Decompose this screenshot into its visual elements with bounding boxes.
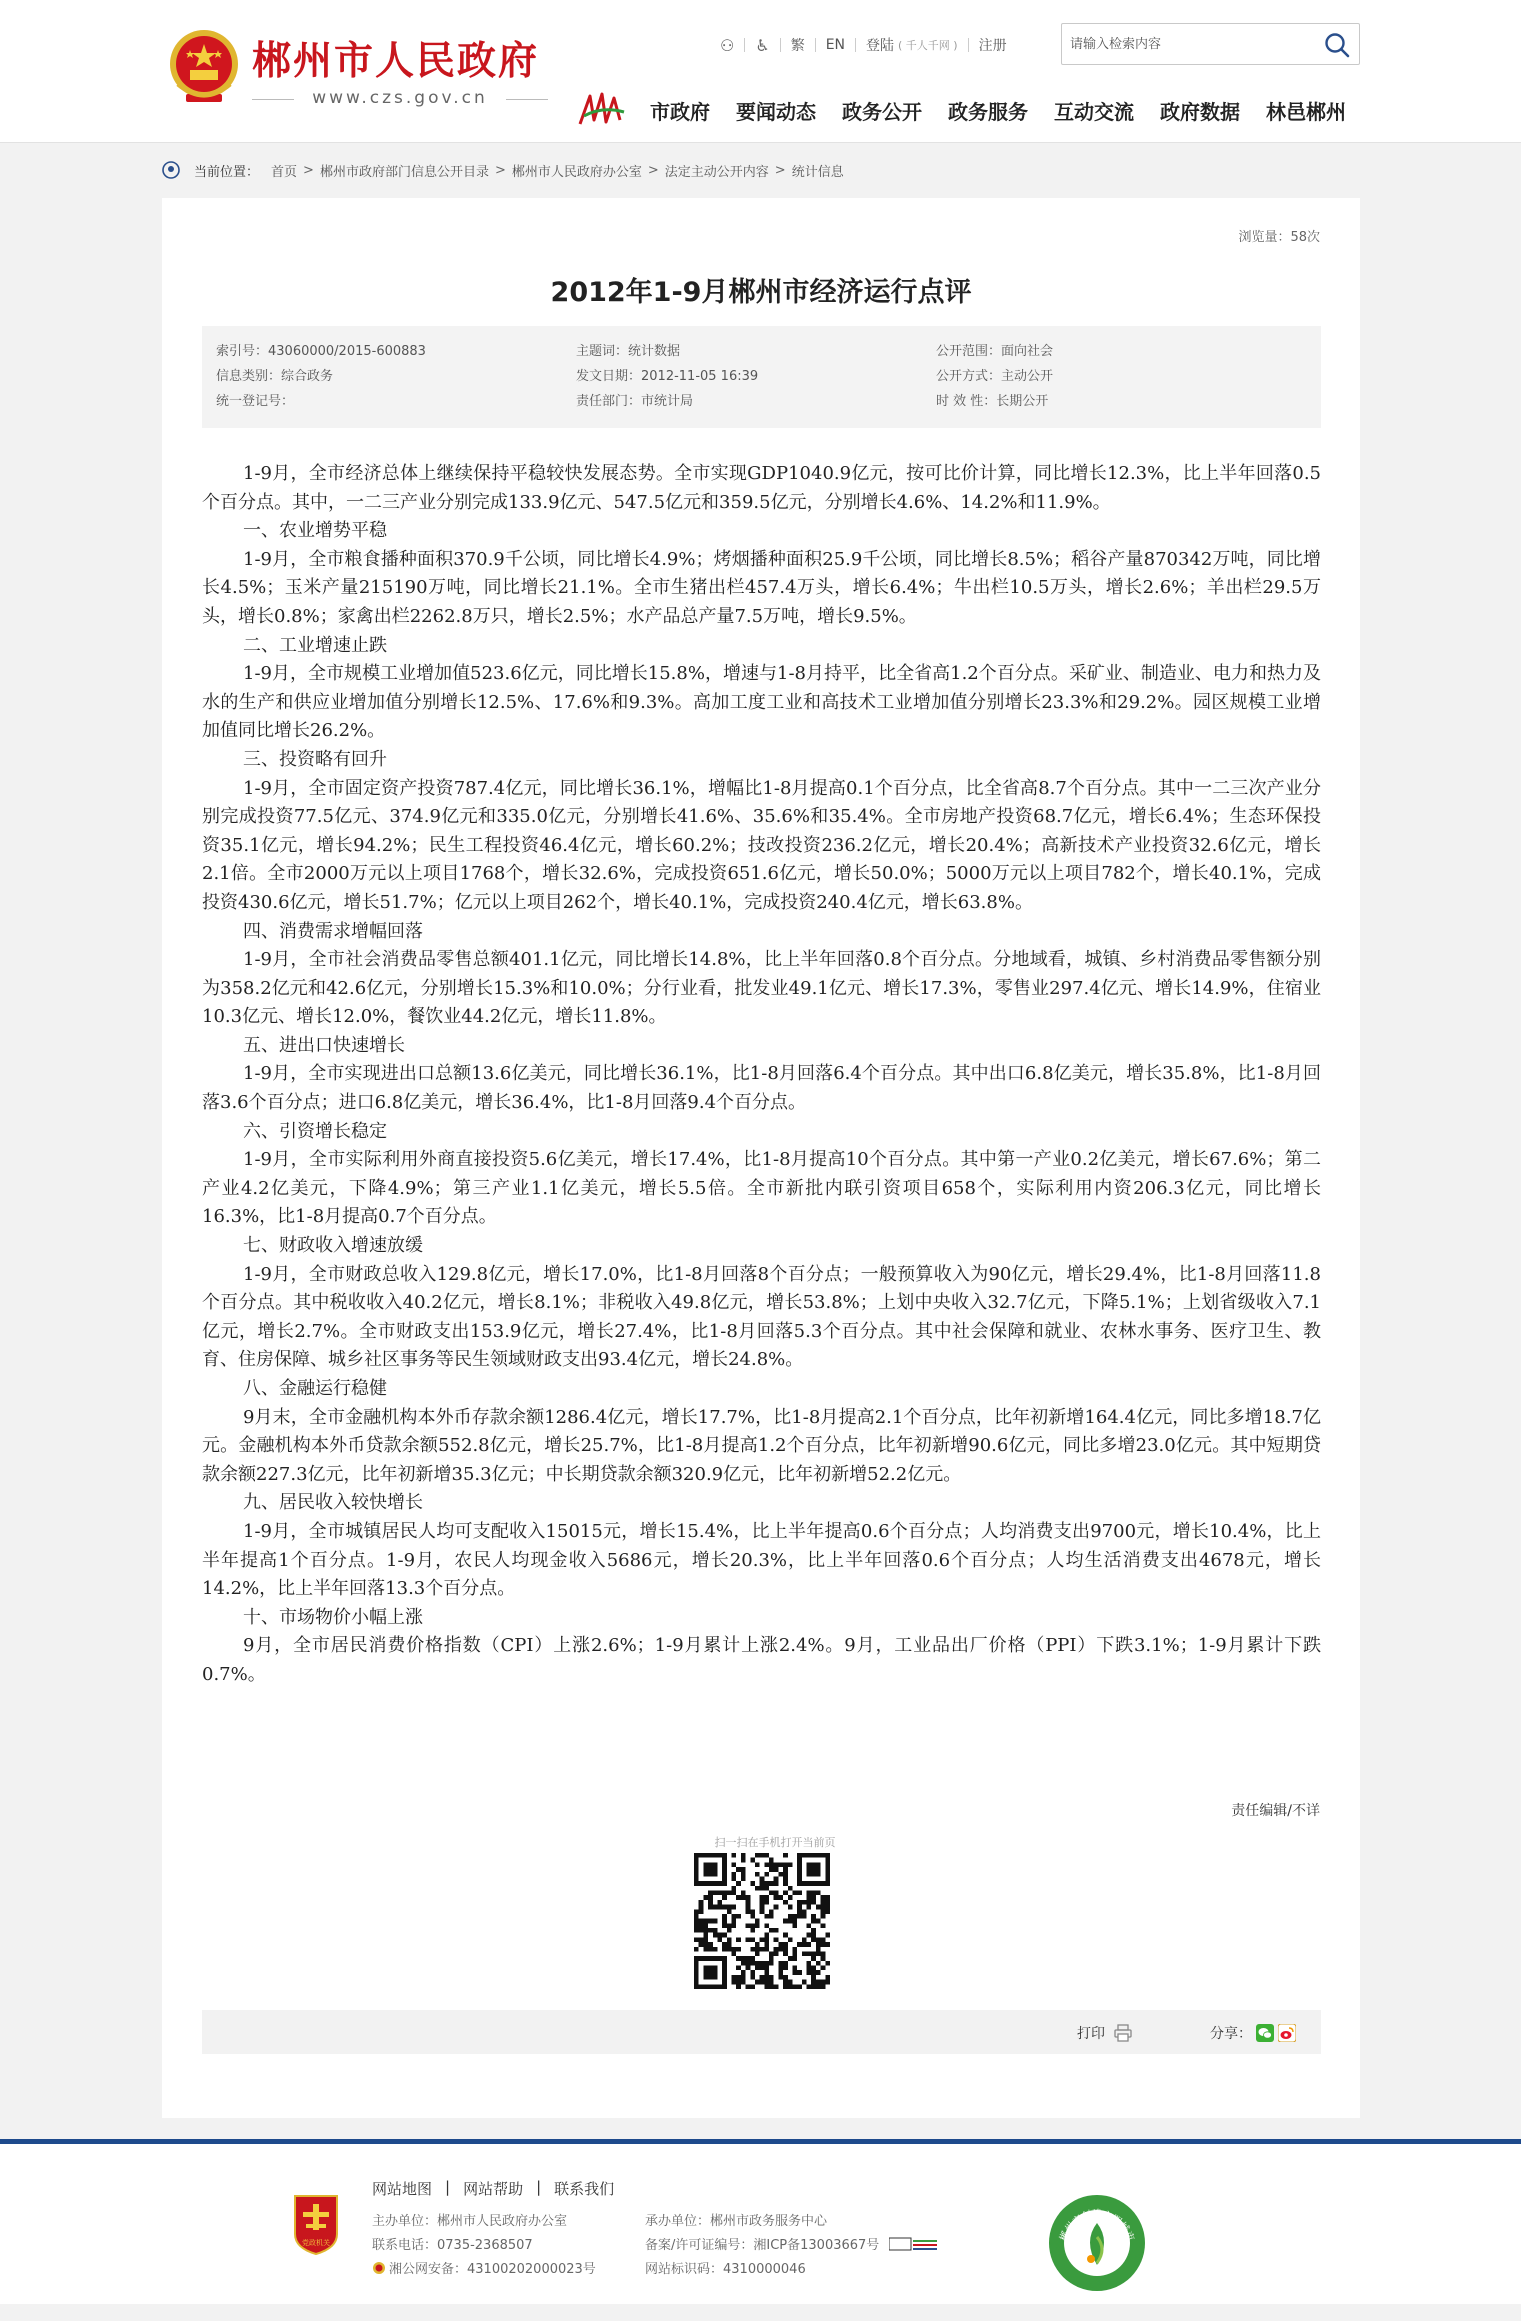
location-pin-icon <box>162 161 180 179</box>
wechat-icon[interactable] <box>1256 2024 1274 2042</box>
nav-item-government-services[interactable]: 政务服务 <box>948 100 1028 124</box>
qr-code-icon <box>694 1853 830 1989</box>
footer-phone: 联系电话：0735-2368507 <box>372 2238 533 2253</box>
breadcrumb-department-catalog[interactable]: 郴州市政府部门信息公开目录 <box>319 164 489 180</box>
nav-item-linyi-chenzhou[interactable]: 林邑郴州 <box>1266 100 1346 124</box>
meta-validity: 时 效 性：长期公开 <box>936 394 1049 409</box>
nav-item-city-government[interactable]: 市政府 <box>650 100 710 124</box>
article-body <box>202 460 1321 1690</box>
footer-organizer: 承办单位：郴州市政务服务中心 <box>645 2214 828 2229</box>
forest-city-logo-icon <box>576 90 628 128</box>
search-box <box>1061 23 1360 65</box>
national-emblem-icon[interactable] <box>162 26 246 110</box>
article-paragraph: 1-9月，全市财政总收入129.8亿元，增长17.0%，比1-8月回落8个百分点；一般预算收入为90亿元，增长29.4%，比1-8月回落11.8个百分点。其中税收收入40.2亿元，增长8.1%；非税收入49.8亿元，增长53.8%；上划中央收入32.7亿元，下降5.1%；上划省级收入7.1亿元，增长2.7%。全市财政支出153.9亿元，增长27.4%，比1-8月回落5.3个百分点。其中社会保障和就业、农林水事务、医疗卫生、教育、住房保障、城乡社区事务等民生领域财政支出93.4亿元，增长24.8%。 <box>202 1263 1321 1371</box>
nav-item-news[interactable]: 要闻动态 <box>736 100 816 124</box>
meta-row <box>216 340 1321 365</box>
footer-police[interactable]: 湘公网安备：43100202000023号 <box>389 2262 596 2277</box>
print-label: 打印 <box>1077 2026 1105 2042</box>
breadcrumb <box>162 158 844 182</box>
police-badge-icon <box>372 2261 386 2275</box>
breadcrumb-statistics[interactable]: 统计信息 <box>791 164 844 180</box>
traditional-chinese-link[interactable]: 繁 <box>790 38 805 54</box>
article-paragraph: 1-9月，全市固定资产投资787.4亿元，同比增长36.1%，增幅比1-8月提高0.1个百分点，比全省高8.7个百分点。其中一二三次产业分别完成投资77.5亿元、374.9亿元和335.0亿元，分别增长41.6%、35.6%和35.4%。全市房地产投资68.7亿元，增长6.4%；生态环保投资35.1亿元，增长94.2%；民生工程投资46.4亿元，增长60.2%；技改投资236.2亿元，增长20.4%；高新技术产业投资32.6亿元，增长2.1倍。全市2000万元以上项目1768个，增长32.6%，完成投资651.6亿元，增长50.0%；5000万元以上项目782个，增长40.1%，完成投资430.6亿元，增长51.7%；亿元以上项目262个，增长40.1%，完成投资240.4亿元，增长63.8%。 <box>202 777 1321 913</box>
section-heading: 八、金融运行稳健 <box>243 1378 387 1399</box>
footer-police-row <box>372 2258 596 2277</box>
section-heading: 九、居民收入较快增长 <box>243 1492 423 1514</box>
site-url: www.czs.gov.cn <box>252 88 548 108</box>
breadcrumb-separator: > <box>647 162 659 178</box>
enzz-icon[interactable] <box>889 2237 937 2251</box>
nav-item-interaction[interactable]: 互动交流 <box>1054 100 1134 124</box>
left-badge-text: 党政机关 <box>302 2239 330 2247</box>
footer-links <box>372 2178 614 2199</box>
footer-link-contact[interactable]: 联系我们 <box>554 2180 615 2198</box>
breadcrumb-government-office[interactable]: 郴州市人民政府办公室 <box>511 164 642 180</box>
meta-index-number: 索引号：43060000/2015-600883 <box>216 344 426 359</box>
article-paragraph: 1-9月，全市城镇居民人均可支配收入15015元，增长15.4%，比上半年提高0.6个百分点；人均消费支出9700元，增长10.4%，比上半年提高1个百分点。1-9月，农民人均现金收入5686元，增长20.3%，比上半年回落0.6个百分点；人均生活消费支出4678元，增长14.2%，比上半年回落13.3个百分点。 <box>202 1520 1321 1600</box>
divider <box>855 38 856 52</box>
nav-item-government-data[interactable]: 政府数据 <box>1160 100 1240 124</box>
meta-publish-date: 发文日期：2012-11-05 16:39 <box>576 369 759 384</box>
divider <box>780 38 781 52</box>
article-paragraph: 1-9月，全市实际利用外商直接投资5.6亿美元，增长17.4%，比1-8月提高10个百分点。其中第一产业0.2亿美元，增长67.6%；第二产业4.2亿美元，下降4.9%；第三产业1.1亿美元，增长5.5倍。全市新批内联引资项目658个，实际利用内资206.3亿元，同比增长16.3%，比1-8月提高0.7个百分点。 <box>202 1149 1321 1228</box>
article-paragraph: 9月末，全市金融机构本外币存款余额1286.4亿元，增长17.7%，比1-8月提高2.1个百分点，比年初新增164.4亿元，同比多增18.7亿元。金融机构本外币贷款余额552.8亿元，增长25.7%，比1-8月提高1.2个百分点，比年初新增90.6亿元，同比多增23.0亿元。其中短期贷款余额227.3亿元，比年初新增35.3亿元；中长期贷款余额320.9亿元，比年初新增52.2亿元。 <box>202 1406 1321 1485</box>
breadcrumb-separator: > <box>774 162 786 178</box>
nav-item-government-affairs[interactable]: 政务公开 <box>842 100 922 124</box>
section-heading: 十、市场物价小幅上涨 <box>243 1606 423 1628</box>
meta-row <box>216 390 1321 415</box>
site-name[interactable]: 郴州市人民政府 <box>252 39 540 84</box>
breadcrumb-public-content[interactable]: 法定主动公开内容 <box>664 164 769 180</box>
breadcrumb-separator: > <box>303 162 314 178</box>
accessibility-icon[interactable]: ♿ <box>755 35 770 55</box>
weibo-icon[interactable] <box>1278 2024 1296 2042</box>
divider <box>815 38 816 52</box>
footer-link-sitemap[interactable]: 网站地图 <box>372 2180 433 2198</box>
article-meta-table <box>202 326 1321 428</box>
article-title: 2012年1-9月郴州市经济运行点评 <box>550 277 972 308</box>
login-sub-label: ( 千人千网 ) <box>898 39 958 52</box>
english-link[interactable]: EN <box>825 37 846 53</box>
breadcrumb-separator: > <box>494 162 506 178</box>
section-heading: 三、投资略有回升 <box>243 748 387 770</box>
meta-scope: 公开范围：面向社会 <box>936 344 1054 359</box>
view-count: 浏览量：58次 <box>1238 230 1320 245</box>
breadcrumb-home[interactable]: 首页 <box>271 164 298 180</box>
divider: | <box>445 2178 451 2196</box>
responsible-editor: 责任编辑/不详 <box>1231 1803 1320 1819</box>
civilized-city-badge-icon <box>1047 2193 1147 2293</box>
search-icon[interactable] <box>1323 31 1351 59</box>
divider <box>968 38 969 52</box>
login-link[interactable]: 登陆 <box>866 38 895 54</box>
footer-link-help[interactable]: 网站帮助 <box>463 2180 524 2198</box>
party-government-badge-icon[interactable] <box>291 2194 341 2256</box>
meta-registration-number: 统一登记号： <box>216 394 295 409</box>
footer-sponsor: 主办单位：郴州市人民政府办公室 <box>372 2214 568 2229</box>
right-badge-text: 郴州市创建文明城市 <box>1058 2209 1136 2243</box>
section-heading: 五、进出口快速增长 <box>243 1034 405 1056</box>
section-heading: 一、农业增势平稳 <box>243 520 387 542</box>
footer-icp-row <box>645 2234 937 2253</box>
meta-row <box>216 365 1321 390</box>
site-header <box>0 0 1521 143</box>
section-heading: 二、工业增速止跌 <box>243 634 387 656</box>
divider: | <box>536 2178 542 2196</box>
search-input[interactable] <box>1070 33 1310 55</box>
article-paragraph: 1-9月，全市社会消费品零售总额401.1亿元，同比增长14.8%，比上半年回落0.8个百分点。分地域看，城镇、乡村消费品零售额分别为358.2亿元和42.6亿元，分别增长15.3%和10.0%；分行业看，批发业49.1亿元、增长17.3%，零售业297.4亿元、增长14.9%，住宿业10.3亿元、增长12.0%，餐饮业44.2亿元，增长11.8%。 <box>202 949 1321 1028</box>
section-heading: 六、引资增长稳定 <box>243 1120 387 1142</box>
share-label: 分享： <box>1210 2026 1252 2042</box>
article-paragraph: 9月，全市居民消费价格指数（CPI）上涨2.6%；1-9月累计上涨2.4%。9月，工业品出厂价格（PPI）下跌3.1%；1-9月累计下跌0.7%。 <box>202 1635 1321 1685</box>
article-paragraph: 1-9月，全市规模工业增加值523.6亿元，同比增长15.8%，增速与1-8月持平，比全省高1.2个百分点。采矿业、制造业、电力和热力及水的生产和供应业增加值分别增长12.5%、17.6%和9.3%。高加工度工业和高技术工业增加值分别增长23.3%和29.2%。园区规模工业增加值同比增长26.2%。 <box>202 663 1321 742</box>
printer-icon <box>1113 2024 1133 2042</box>
share-group <box>1210 2023 1296 2043</box>
meta-keywords: 主题词：统计数据 <box>576 344 681 359</box>
article-paragraph: 1-9月，全市粮食播种面积370.9千公顷，同比增长4.9%；烤烟播种面积25.9千公顷，同比增长8.5%；稻谷产量870342万吨，同比增长4.5%；玉米产量215190万吨，同比增长21.1%。全市生猪出栏457.4万头，增长6.4%；牛出栏10.5万头，增长2.6%；羊出栏29.5万头，增长0.8%；家禽出栏2262.8万只，增长2.5%；水产品总产量7.5万吨，增长9.5%。 <box>202 548 1321 627</box>
main-nav <box>650 96 1372 126</box>
divider <box>744 38 745 52</box>
article-container <box>162 198 1360 2118</box>
site-footer <box>0 2139 1521 2304</box>
article-paragraph: 1-9月，全市经济总体上继续保持平稳较快发展态势。全市实现GDP1040.9亿元，按可比价计算，同比增长12.3%，比上半年回落0.5个百分点。其中，一二三产业分别完成133.9亿元、547.5亿元和359.5亿元，分别增长4.6%、14.2%和11.9%。 <box>202 463 1321 513</box>
footer-site-code: 网站标识码：4310000046 <box>645 2262 806 2277</box>
meta-department: 责任部门：市统计局 <box>576 394 694 409</box>
register-link[interactable]: 注册 <box>978 38 1007 54</box>
meta-category: 信息类别：综合政务 <box>216 369 334 384</box>
qr-label: 扫一扫在手机打开当前页 <box>714 1836 836 1849</box>
meta-disclosure-method: 公开方式：主动公开 <box>936 369 1054 384</box>
print-button[interactable] <box>1077 2023 1133 2043</box>
section-heading: 四、消费需求增幅回落 <box>243 920 423 942</box>
footer-icp[interactable]: 备案/许可证编号：湘ICP备13003667号 <box>645 2238 880 2253</box>
accessibility-read-icon[interactable]: ⚇ <box>720 35 735 55</box>
breadcrumb-label: 当前位置： <box>194 164 260 180</box>
section-heading: 七、财政收入增速放缓 <box>243 1235 423 1257</box>
article-paragraph: 1-9月，全市实现进出口总额13.6亿美元，同比增长36.1%，比1-8月回落6.4个百分点。其中出口6.8亿美元，增长35.8%，比1-8月回落3.6个百分点；进口6.8亿美元，增长36.4%，比1-8月回落9.4个百分点。 <box>202 1063 1321 1114</box>
top-links <box>720 34 1007 56</box>
article-actions-bar <box>202 2010 1321 2054</box>
